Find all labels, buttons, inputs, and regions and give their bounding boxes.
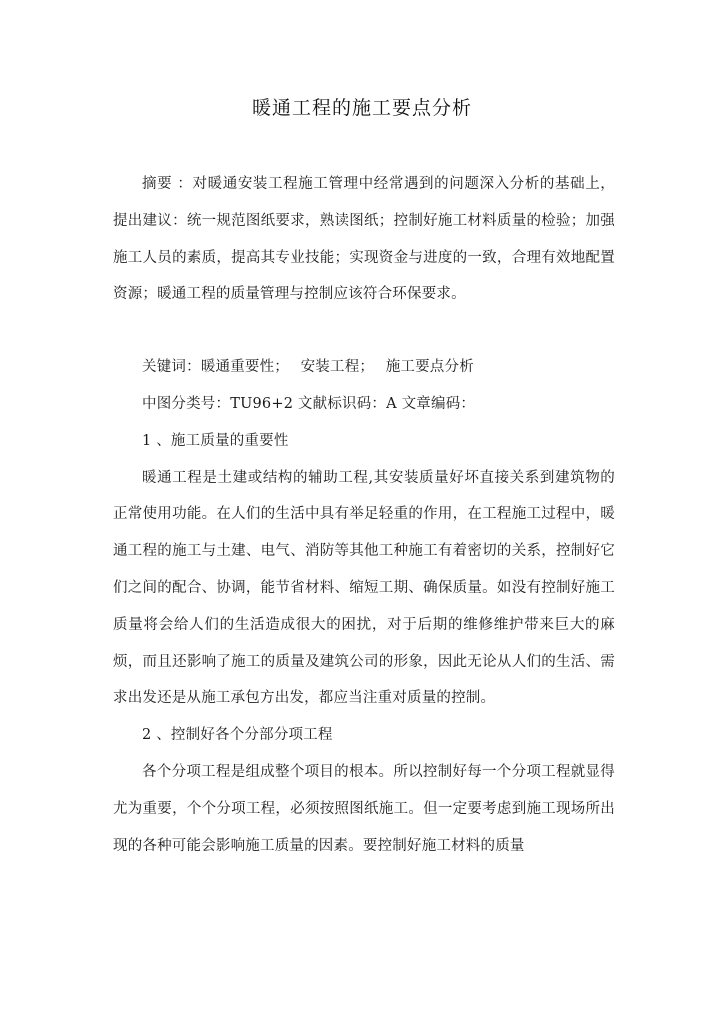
classification-line: 中图分类号：TU96+2 文献标识码：A 文章编码：: [142, 395, 476, 412]
keyword-item: 暖通重要性；: [200, 359, 290, 376]
section-paragraph: 各个分项工程是组成整个项目的根本。所以控制好每一个分项工程就显得尤为重要，个个分项工程，必须按照图纸施工。但一定要考虑到施工现场所出现的各种可能会影响施工质量的因素。要控制好施工材料的质量: [113, 763, 615, 854]
section-heading: 1 、施工质量的重要性: [142, 432, 289, 449]
abstract-paragraph: 摘要 ：对暖通安装工程施工管理中经常遇到的问题深入分析的基础上，提出建议：统一规范图纸要求，熟读图纸；控制好施工材料质量的检验；加强施工人员的素质，提高其专业技能；实现资金与进度的一致，合理有效地配置资源；暖通工程的质量管理与控制应该符合环保要求。: [113, 176, 615, 303]
keywords-label: 关键词：: [142, 359, 201, 376]
document-title: 暖通工程的施工要点分析: [251, 97, 472, 119]
keyword-item: 施工要点分析: [385, 359, 474, 376]
document-body: [113, 166, 615, 864]
keyword-item: 安装工程；: [300, 359, 375, 376]
keywords-line: [113, 349, 615, 386]
section-heading: 2 、控制好各个分部分项工程: [142, 727, 333, 744]
section-paragraph: 暖通工程是土建或结构的辅助工程,其安装质量好坏直接关系到建筑物的正常使用功能。在人们的生活中具有举足轻重的作用，在工程施工过程中，暖通工程的施工与土建、电气、消防等其他工种施工有着密切的关系，控制好它们之间的配合、协调，能节省材料、缩短工期、确保质量。如没有控制好施工质量将会给人们的生活造成很大的困扰，对于后期的维修维护带来巨大的麻烦，而且还影响了施工的质量及建筑公司的形象，因此无论从人们的生活、需求出发还是从施工承包方出发，都应当注重对质量的控制。: [113, 469, 615, 707]
